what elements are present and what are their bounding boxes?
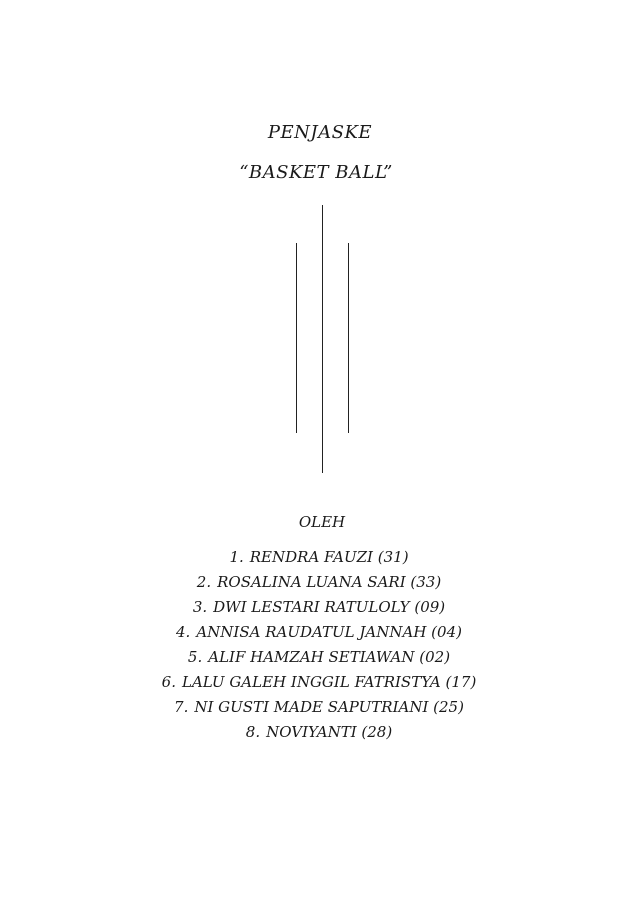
member-name: ANNISA RAUDATUL JANNAH (04): [196, 623, 462, 641]
member-number: 3.: [192, 598, 208, 616]
list-item: [0, 645, 638, 670]
list-item: [0, 720, 638, 745]
decorative-line-left: [296, 243, 297, 433]
decorative-line-right: [348, 243, 349, 433]
list-item: [0, 570, 638, 595]
decorative-line-center: [322, 205, 323, 473]
member-name: ROSALINA LUANA SARI (33): [217, 573, 442, 591]
member-number: 1.: [229, 548, 244, 566]
topic-title: “BASKET BALL”: [239, 162, 393, 183]
member-name: ALIF HAMZAH SETIAWAN (02): [208, 648, 451, 666]
member-number: 2.: [196, 573, 212, 591]
member-name: LALU GALEH INGGIL FATRISTYA (17): [181, 673, 477, 691]
member-number: 7.: [174, 698, 189, 716]
member-name: NOVIYANTI (28): [266, 723, 393, 741]
list-item: [0, 670, 638, 695]
list-item: [0, 620, 638, 645]
list-item: [0, 595, 638, 620]
member-name: DWI LESTARI RATULOLY (09): [213, 598, 446, 616]
member-number: 4.: [176, 623, 191, 641]
member-number: 6.: [161, 673, 176, 691]
by-label: OLEH: [298, 513, 346, 531]
member-name: NI GUSTI MADE SAPUTRIANI (25): [194, 698, 464, 716]
member-number: 8.: [245, 723, 261, 741]
member-name: RENDRA FAUZI (31): [249, 548, 409, 566]
list-item: [0, 545, 638, 570]
member-list: [0, 545, 638, 745]
subject-title: PENJASKE: [267, 122, 373, 143]
member-number: 5.: [187, 648, 203, 666]
list-item: [0, 695, 638, 720]
